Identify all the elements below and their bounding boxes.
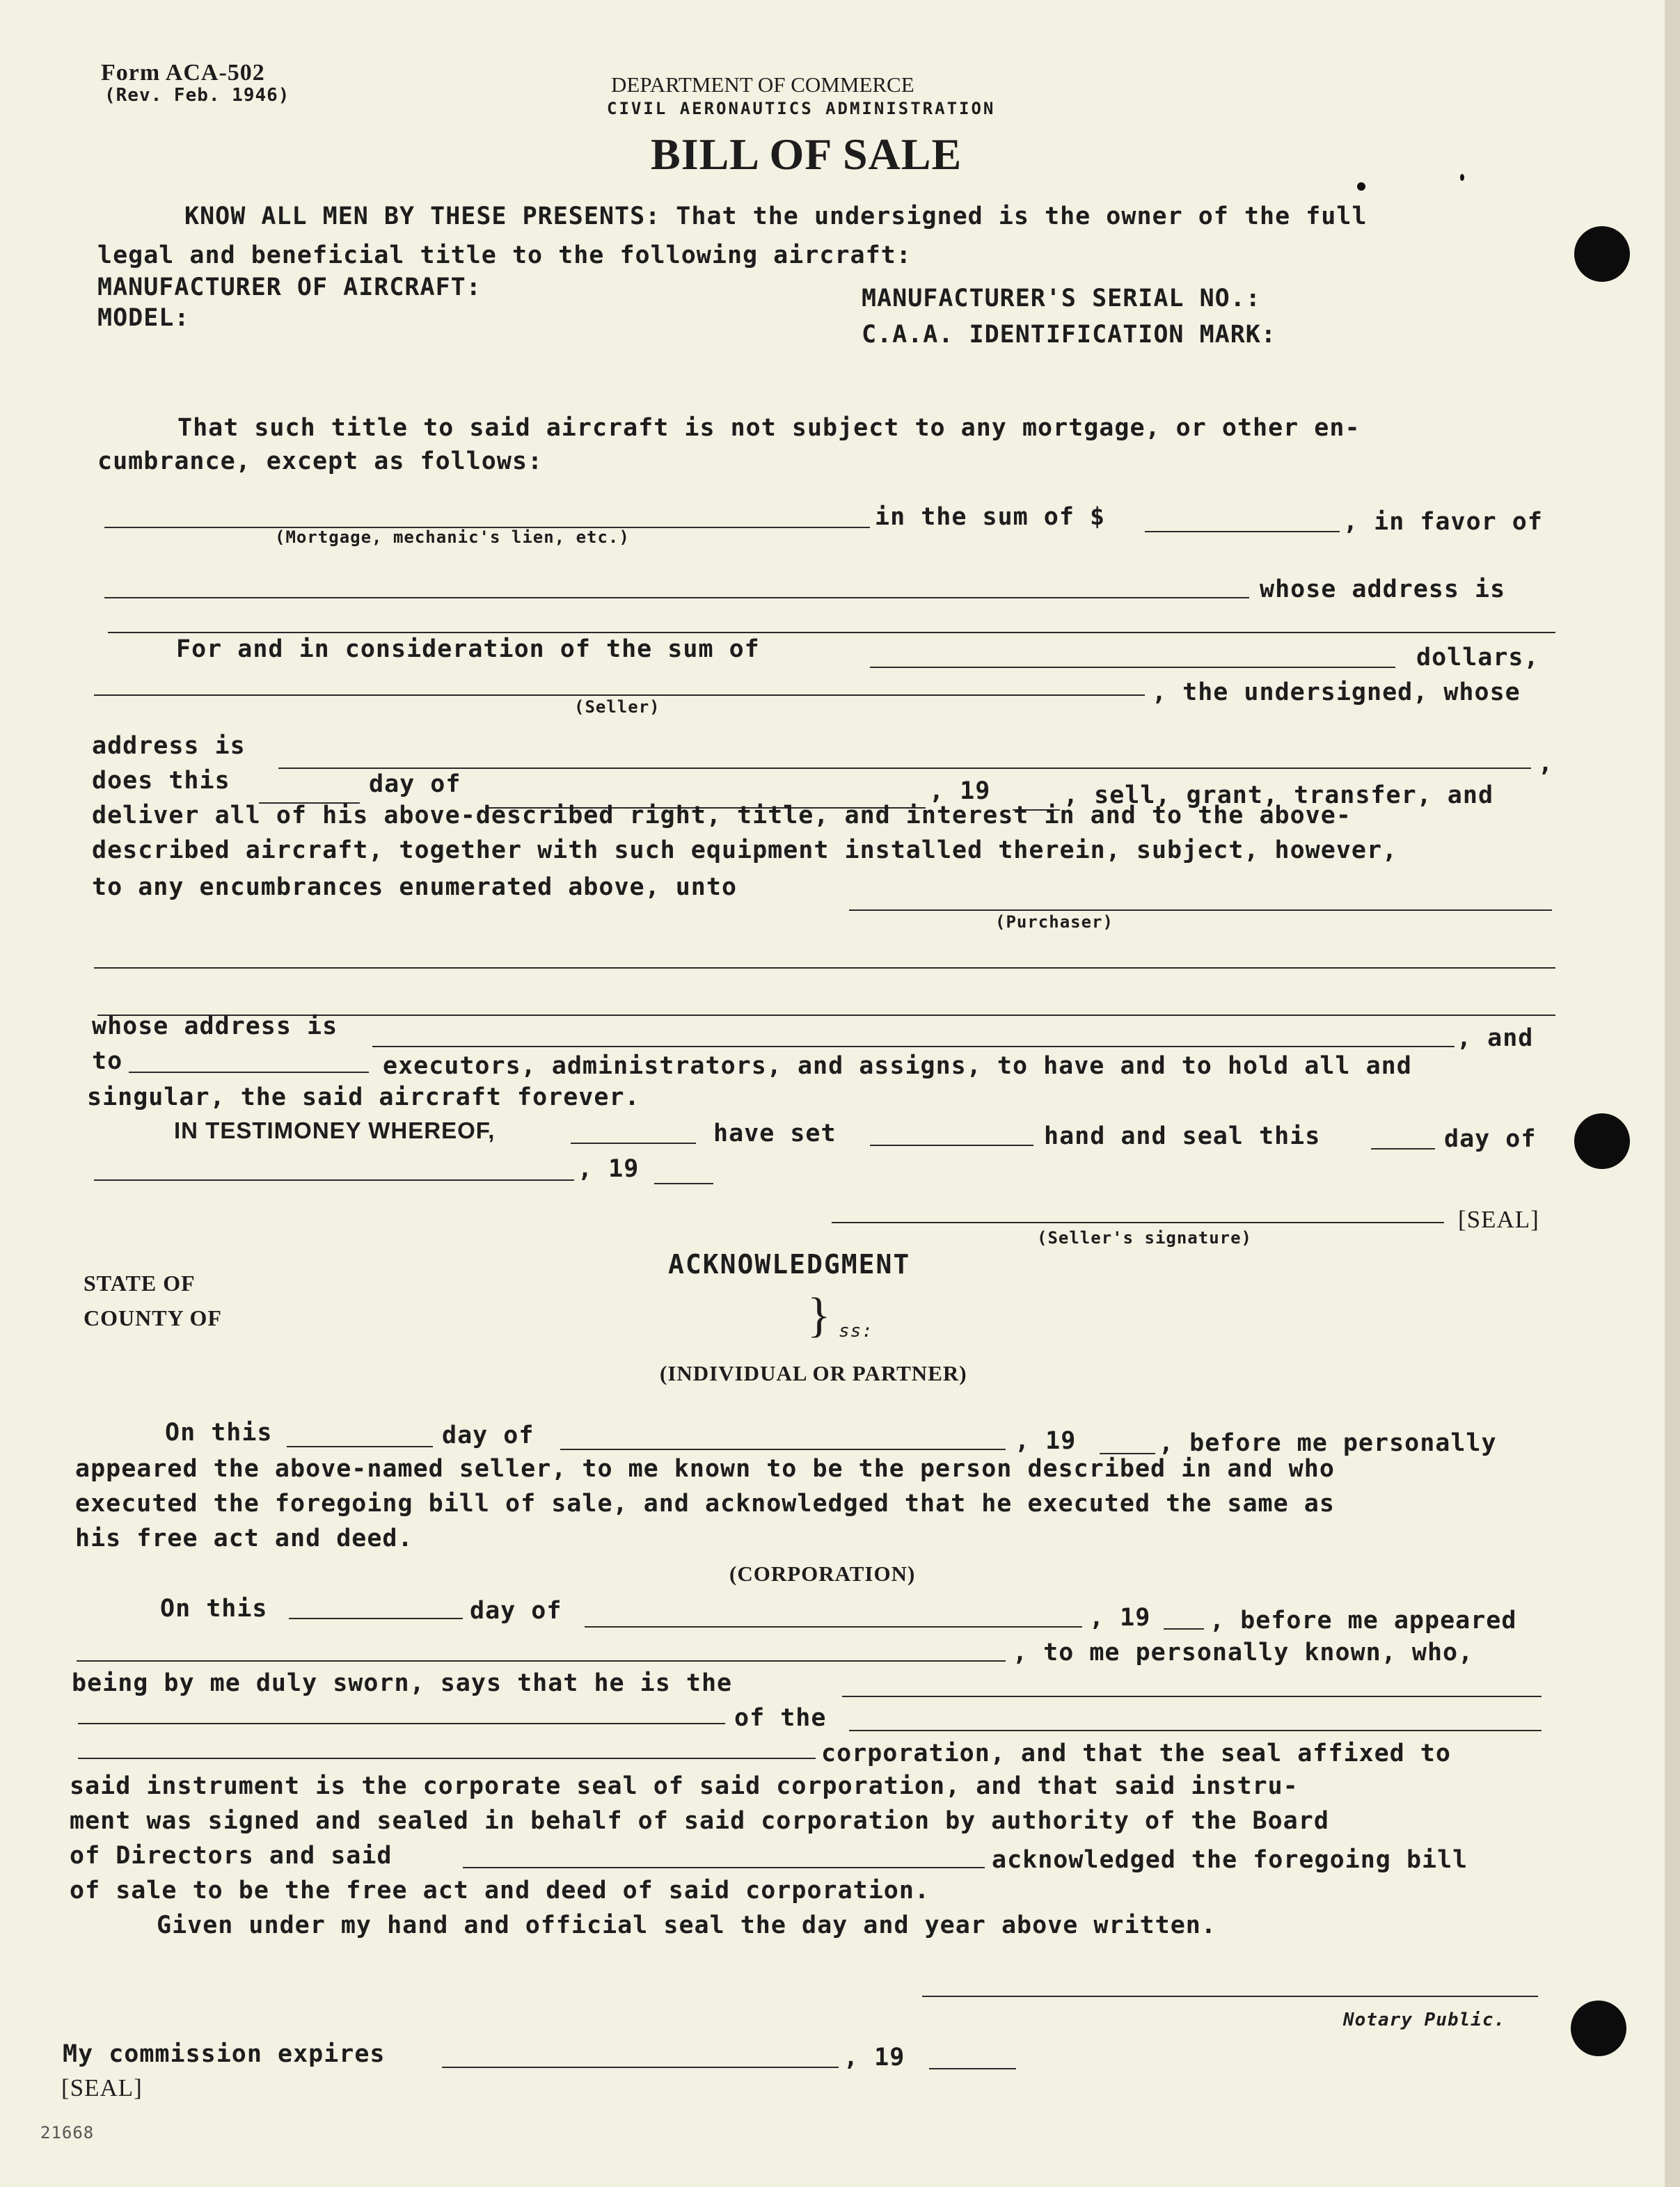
heirs-field[interactable] [129,1072,369,1073]
individual-year-field[interactable] [1100,1453,1155,1454]
lienholder-address-label: whose address is [1260,575,1506,603]
consideration-line-deliver: deliver all of his above-described right, title, and interest in and to the above- [92,802,1352,829]
corporation-year-prefix: , 19 [1089,1604,1151,1632]
before-appeared-label: , before me appeared [1210,1607,1517,1635]
binder-hole-middle [1574,1113,1630,1169]
form-revision: (Rev. Feb. 1946) [104,85,290,106]
individual-year-prefix: , 19 [1015,1427,1077,1455]
consideration-amount-field[interactable] [870,667,1395,668]
seller-signature-field[interactable] [832,1222,1444,1223]
corporation-month-field[interactable] [585,1626,1082,1628]
officer-title-line-2[interactable] [78,1723,725,1724]
before-me-label: , before me personally [1159,1429,1497,1457]
lienholder-address-field[interactable] [108,632,1555,633]
identification-mark-label: C.A.A. IDENTIFICATION MARK: [862,321,1276,349]
corporation-day-of-label: day of [470,1597,562,1625]
corporation-name-field[interactable] [849,1730,1542,1731]
encumbrance-line-1: That such title to said aircraft is not subject to any mortgage, or other en- [177,414,1361,442]
encumbrance-sum-field[interactable] [1145,531,1340,532]
form-number: Form ACA-502 [101,60,265,86]
purchaser-name-line-2[interactable] [94,967,1555,969]
undersigned-label: , the undersigned, whose [1152,678,1521,706]
singular-line: singular, the said aircraft forever. [87,1083,640,1111]
corporation-seal-label: corporation, and that the seal affixed to [821,1740,1451,1767]
lienholder-field[interactable] [104,597,1249,598]
acknowledgment-heading: ACKNOWLEDGMENT [668,1249,911,1280]
individual-on-this-label: On this [165,1419,273,1447]
testimony-day-field[interactable] [1371,1148,1435,1150]
binder-hole-top [1574,226,1630,282]
seller-address-label: address is [92,732,246,760]
of-the-label: of the [734,1704,827,1732]
serial-number-label: MANUFACTURER'S SERIAL NO.: [862,285,1261,312]
corporation-line-free-act: of sale to be the free act and deed of said corporation. [70,1877,930,1904]
hand-seal-label: hand and seal this [1044,1122,1321,1150]
corporation-day-field[interactable] [289,1618,463,1619]
venue-brace: } [807,1289,831,1342]
seller-caption: (Seller) [574,697,660,717]
seller-signature-caption: (Seller's signature) [1037,1228,1252,1248]
department-name: DEPARTMENT OF COMMERCE [611,72,914,97]
address-comma: , [1538,749,1554,777]
acknowledged-label: acknowledged the foregoing bill [992,1846,1468,1874]
executors-line: executors, administrators, and assigns, to have and to hold all and [383,1052,1412,1080]
intro-line-1: KNOW ALL MEN BY THESE PRESENTS: That the undersigned is the owner of the full [184,202,1368,230]
commission-expires-label: My commission expires [63,2040,386,2068]
commission-year-prefix: , 19 [843,2044,905,2071]
sale-day-of-label: day of [369,770,461,798]
ink-speck [1357,182,1365,191]
corporation-line-instrument: said instrument is the corporate seal of said corporation, and that said instru- [70,1772,1299,1800]
binder-hole-bottom [1571,2001,1626,2056]
individual-line-2: appeared the above-named seller, to me known to be the person described in and who [75,1455,1335,1483]
corporate-officer-name-field[interactable] [77,1660,1006,1662]
corporation-heading: (CORPORATION) [729,1561,916,1586]
of-directors-label: of Directors and said [70,1842,393,1870]
county-of-label: COUNTY OF [84,1305,222,1330]
consideration-line-described: described aircraft, together with such equipment installed therein, subject, however, [92,836,1398,864]
does-this-label: does this [92,767,230,795]
purchaser-name-field[interactable] [849,909,1552,911]
commission-year-field[interactable] [929,2068,1016,2069]
testimony-pronoun-field[interactable] [870,1145,1033,1146]
heirs-to-label: to [92,1047,123,1075]
have-set-label: have set [713,1120,837,1147]
notary-signature-field[interactable] [922,1996,1538,1997]
testimony-year-field[interactable] [654,1183,713,1184]
encumbrance-type-caption: (Mortgage, mechanic's lien, etc.) [275,527,630,547]
in-favor-label: , in favor of [1343,508,1543,536]
being-sworn-label: being by me duly sworn, says that he is the [72,1669,733,1697]
testimony-day-of-label: day of [1444,1125,1537,1153]
consideration-label: For and in consideration of the sum of [176,635,760,663]
document-title: BILL OF SALE [651,129,962,179]
form-print-number: 21668 [40,2123,95,2142]
testimony-month-field[interactable] [94,1179,574,1181]
notary-public-label: Notary Public. [1343,2010,1506,2030]
corporation-on-this-label: On this [160,1595,268,1623]
state-of-label: STATE OF [84,1271,196,1296]
model-label: MODEL: [97,304,190,332]
directors-officer-field[interactable] [463,1867,985,1868]
corporation-name-line-2[interactable] [78,1758,816,1759]
commission-expiry-field[interactable] [442,2067,839,2068]
seller-seal-label: [SEAL] [1458,1206,1539,1233]
encumbrance-line-2: cumbrance, except as follows: [97,447,544,475]
corporation-year-field[interactable] [1164,1628,1204,1630]
consideration-line-unto: to any encumbrances enumerated above, unto [92,873,738,901]
notary-seal-label: [SEAL] [61,2074,143,2101]
intro-line-2: legal and beneficial title to the following aircraft: [97,241,912,269]
individual-heading: (INDIVIDUAL OR PARTNER) [660,1361,967,1385]
individual-day-of-label: day of [442,1422,534,1449]
individual-month-field[interactable] [560,1449,1006,1450]
dollars-label: dollars, [1416,644,1539,671]
ink-speck [1460,174,1464,181]
individual-line-4: his free act and deed. [75,1525,413,1552]
sale-year-prefix: , 19 [929,777,991,805]
personally-known-label: , to me personally known, who, [1013,1639,1474,1667]
ss-label: ss: [839,1321,873,1342]
seller-name-field[interactable] [94,694,1145,696]
manufacturer-label: MANUFACTURER OF AIRCRAFT: [97,273,482,301]
agency-name: CIVIL AERONAUTICS ADMINISTRATION [607,99,996,118]
testimony-label: IN TESTIMONEY WHEREOF, [174,1118,496,1143]
individual-day-field[interactable] [287,1446,433,1447]
page-edge-shadow [1665,0,1680,2187]
address-and-label: , and [1457,1024,1534,1052]
testimony-party-field[interactable] [571,1143,696,1144]
individual-line-3: executed the foregoing bill of sale, and acknowledged that he executed the same as [75,1490,1335,1518]
corporation-line-signed: ment was signed and sealed in behalf of said corporation by authority of the Board [70,1807,1329,1835]
sell-grant-label: , sell, grant, transfer, and [1063,781,1494,809]
purchaser-address-field[interactable] [372,1046,1455,1047]
officer-title-field[interactable] [842,1696,1542,1697]
purchaser-address-label: whose address is [92,1012,338,1040]
seller-address-field[interactable] [278,768,1531,769]
testimony-year-prefix: , 19 [578,1155,640,1183]
purchaser-caption: (Purchaser) [995,912,1114,932]
given-under-hand-line: Given under my hand and official seal the day and year above written. [157,1911,1217,1939]
sum-label: in the sum of $ [875,503,1106,531]
